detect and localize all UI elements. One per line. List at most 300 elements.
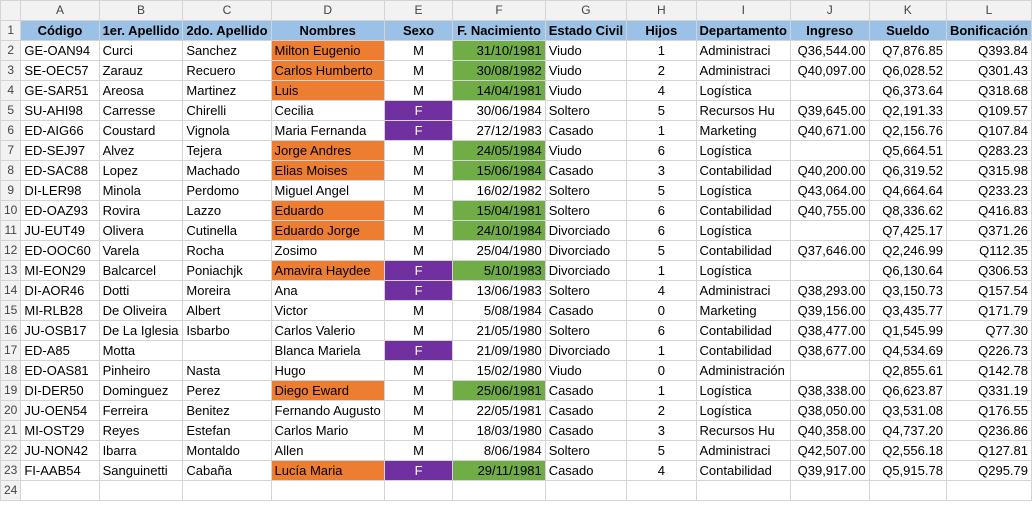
cell-g[interactable]: Casado <box>545 381 626 401</box>
cell-k[interactable]: Q6,130.64 <box>869 261 946 281</box>
cell-e[interactable]: F <box>384 281 453 301</box>
row-header[interactable]: 17 <box>1 341 21 361</box>
cell-h[interactable]: 3 <box>627 161 696 181</box>
cell-i[interactable]: Contabilidad <box>696 461 790 481</box>
cell-j[interactable] <box>790 81 869 101</box>
cell-i[interactable]: Contabilidad <box>696 341 790 361</box>
column-header-d[interactable]: D <box>271 1 384 21</box>
cell-j[interactable]: Q40,755.00 <box>790 201 869 221</box>
cell-e[interactable]: M <box>384 161 453 181</box>
header-cell[interactable]: Bonificación <box>946 21 1031 41</box>
cell-j[interactable] <box>790 221 869 241</box>
cell-i[interactable]: Administraci <box>696 281 790 301</box>
cell-j[interactable]: Q40,671.00 <box>790 121 869 141</box>
column-header-i[interactable]: I <box>696 1 790 21</box>
cell-l[interactable]: Q109.57 <box>946 101 1031 121</box>
cell-a[interactable]: ED-AIG66 <box>21 121 99 141</box>
cell-j[interactable]: Q40,358.00 <box>790 421 869 441</box>
cell-f[interactable]: 21/05/1980 <box>453 321 545 341</box>
cell-i[interactable]: Marketing <box>696 301 790 321</box>
cell-f[interactable]: 21/09/1980 <box>453 341 545 361</box>
cell-j[interactable]: Q38,338.00 <box>790 381 869 401</box>
cell-g[interactable]: Divorciado <box>545 241 626 261</box>
cell-c[interactable]: Albert <box>183 301 271 321</box>
cell-f[interactable]: 18/03/1980 <box>453 421 545 441</box>
cell-l[interactable]: Q142.78 <box>946 361 1031 381</box>
column-header-j[interactable]: J <box>790 1 869 21</box>
cell-f[interactable]: 24/10/1984 <box>453 221 545 241</box>
cell-i[interactable]: Logística <box>696 81 790 101</box>
cell-f[interactable]: 15/06/1984 <box>453 161 545 181</box>
cell-c[interactable]: Moreira <box>183 281 271 301</box>
cell-l[interactable]: Q301.43 <box>946 61 1031 81</box>
cell-i[interactable]: Administraci <box>696 61 790 81</box>
row-header[interactable]: 7 <box>1 141 21 161</box>
header-cell[interactable]: Departamento <box>696 21 790 41</box>
row-header[interactable]: 8 <box>1 161 21 181</box>
cell-a[interactable]: DI-AOR46 <box>21 281 99 301</box>
cell-i[interactable]: Contabilidad <box>696 321 790 341</box>
cell-b[interactable]: Minola <box>99 181 183 201</box>
cell-l[interactable]: Q315.98 <box>946 161 1031 181</box>
cell-d[interactable]: Milton Eugenio <box>271 41 384 61</box>
cell-j[interactable]: Q38,293.00 <box>790 281 869 301</box>
cell-k[interactable]: Q5,915.78 <box>869 461 946 481</box>
cell-i[interactable]: Contabilidad <box>696 161 790 181</box>
row-header[interactable]: 12 <box>1 241 21 261</box>
cell-h[interactable]: 6 <box>627 201 696 221</box>
cell-k[interactable]: Q6,028.52 <box>869 61 946 81</box>
cell-c[interactable]: Vignola <box>183 121 271 141</box>
cell-e[interactable]: F <box>384 121 453 141</box>
header-cell[interactable]: 2do. Apellido <box>183 21 271 41</box>
cell-b[interactable]: Ibarra <box>99 441 183 461</box>
cell-g[interactable]: Casado <box>545 121 626 141</box>
cell-i[interactable]: Contabilidad <box>696 241 790 261</box>
cell-l[interactable]: Q331.19 <box>946 381 1031 401</box>
column-header-a[interactable]: A <box>21 1 99 21</box>
cell-g[interactable]: Viudo <box>545 141 626 161</box>
cell-k[interactable]: Q6,623.87 <box>869 381 946 401</box>
cell-h[interactable]: 4 <box>627 81 696 101</box>
cell-j[interactable]: Q42,507.00 <box>790 441 869 461</box>
cell-k[interactable]: Q6,319.52 <box>869 161 946 181</box>
cell-e[interactable]: F <box>384 341 453 361</box>
cell-e[interactable]: M <box>384 321 453 341</box>
cell-h[interactable]: 5 <box>627 181 696 201</box>
row-header[interactable]: 20 <box>1 401 21 421</box>
cell-h[interactable]: 0 <box>627 361 696 381</box>
cell-k[interactable]: Q3,531.08 <box>869 401 946 421</box>
cell-g[interactable]: Soltero <box>545 201 626 221</box>
cell-f[interactable]: 22/05/1981 <box>453 401 545 421</box>
column-header-c[interactable]: C <box>183 1 271 21</box>
cell-a[interactable]: FI-AAB54 <box>21 461 99 481</box>
cell-d[interactable]: Maria Fernanda <box>271 121 384 141</box>
cell-c[interactable]: Benitez <box>183 401 271 421</box>
cell-h[interactable]: 0 <box>627 301 696 321</box>
cell-k[interactable]: Q3,435.77 <box>869 301 946 321</box>
cell-a[interactable]: DI-LER98 <box>21 181 99 201</box>
cell-f[interactable]: 8/06/1984 <box>453 441 545 461</box>
cell-h[interactable]: 6 <box>627 321 696 341</box>
cell-d[interactable]: Fernando Augusto <box>271 401 384 421</box>
cell-a[interactable]: GE-SAR51 <box>21 81 99 101</box>
cell-d[interactable]: Carlos Humberto <box>271 61 384 81</box>
cell-f[interactable]: 14/04/1981 <box>453 81 545 101</box>
cell-a[interactable]: ED-OAZ93 <box>21 201 99 221</box>
cell-k[interactable]: Q2,556.18 <box>869 441 946 461</box>
cell-f[interactable]: 5/08/1984 <box>453 301 545 321</box>
cell-a[interactable]: MI-OST29 <box>21 421 99 441</box>
cell-k[interactable]: Q2,191.33 <box>869 101 946 121</box>
cell-j[interactable]: Q38,050.00 <box>790 401 869 421</box>
cell-e[interactable]: M <box>384 301 453 321</box>
cell-l[interactable]: Q127.81 <box>946 441 1031 461</box>
cell-g[interactable]: Divorciado <box>545 261 626 281</box>
cell-b[interactable]: Lopez <box>99 161 183 181</box>
row-header[interactable]: 15 <box>1 301 21 321</box>
cell-g[interactable]: Soltero <box>545 441 626 461</box>
cell-b[interactable]: Motta <box>99 341 183 361</box>
row-header[interactable]: 19 <box>1 381 21 401</box>
cell-g[interactable]: Soltero <box>545 321 626 341</box>
cell-c[interactable]: Rocha <box>183 241 271 261</box>
cell-i[interactable]: Logística <box>696 381 790 401</box>
cell-l[interactable]: Q176.55 <box>946 401 1031 421</box>
cell-e[interactable]: M <box>384 381 453 401</box>
cell-a[interactable]: ED-SAC88 <box>21 161 99 181</box>
cell-j[interactable]: Q40,200.00 <box>790 161 869 181</box>
cell-d[interactable]: Eduardo Jorge <box>271 221 384 241</box>
cell-c[interactable]: Estefan <box>183 421 271 441</box>
cell-c[interactable]: Sanchez <box>183 41 271 61</box>
cell-g[interactable]: Soltero <box>545 281 626 301</box>
cell-a[interactable]: ED-OAS81 <box>21 361 99 381</box>
cell-e[interactable]: M <box>384 181 453 201</box>
header-cell[interactable]: Código <box>21 21 99 41</box>
cell-l[interactable]: Q107.84 <box>946 121 1031 141</box>
cell-h[interactable]: 6 <box>627 141 696 161</box>
row-header[interactable]: 23 <box>1 461 21 481</box>
cell-a[interactable]: ED-SEJ97 <box>21 141 99 161</box>
cell-j[interactable] <box>790 361 869 381</box>
cell-g[interactable]: Viudo <box>545 61 626 81</box>
cell-d[interactable]: Luis <box>271 81 384 101</box>
cell-c[interactable] <box>183 341 271 361</box>
cell-b[interactable]: Rovira <box>99 201 183 221</box>
cell-h[interactable]: 4 <box>627 281 696 301</box>
cell-h[interactable]: 5 <box>627 441 696 461</box>
cell-h[interactable]: 6 <box>627 221 696 241</box>
cell-c[interactable]: Recuero <box>183 61 271 81</box>
column-header-g[interactable]: G <box>545 1 626 21</box>
cell-f[interactable]: 31/10/1981 <box>453 41 545 61</box>
cell-e[interactable]: M <box>384 221 453 241</box>
cell-b[interactable]: Carresse <box>99 101 183 121</box>
cell-b[interactable]: Coustard <box>99 121 183 141</box>
cell-c[interactable]: Poniachjk <box>183 261 271 281</box>
cell-g[interactable]: Casado <box>545 401 626 421</box>
cell-c[interactable]: Isbarbo <box>183 321 271 341</box>
row-header[interactable]: 2 <box>1 41 21 61</box>
cell-a[interactable]: GE-OAN94 <box>21 41 99 61</box>
cell-g[interactable]: Soltero <box>545 181 626 201</box>
cell-k[interactable]: Q6,373.64 <box>869 81 946 101</box>
column-header-k[interactable]: K <box>869 1 946 21</box>
header-cell[interactable]: Sueldo <box>869 21 946 41</box>
cell-c[interactable]: Tejera <box>183 141 271 161</box>
cell-d[interactable]: Allen <box>271 441 384 461</box>
cell-a[interactable]: ED-OOC60 <box>21 241 99 261</box>
cell-l[interactable] <box>946 481 1031 501</box>
cell-f[interactable]: 30/06/1984 <box>453 101 545 121</box>
cell-c[interactable]: Martinez <box>183 81 271 101</box>
cell-k[interactable]: Q4,737.20 <box>869 421 946 441</box>
cell-c[interactable]: Perdomo <box>183 181 271 201</box>
cell-j[interactable] <box>790 481 869 501</box>
row-header[interactable]: 6 <box>1 121 21 141</box>
cell-c[interactable] <box>183 481 271 501</box>
row-header[interactable]: 18 <box>1 361 21 381</box>
cell-i[interactable]: Logística <box>696 401 790 421</box>
cell-e[interactable]: M <box>384 361 453 381</box>
cell-l[interactable]: Q157.54 <box>946 281 1031 301</box>
cell-b[interactable]: Reyes <box>99 421 183 441</box>
cell-a[interactable]: JU-EUT49 <box>21 221 99 241</box>
cell-b[interactable]: Zarauz <box>99 61 183 81</box>
cell-g[interactable]: Casado <box>545 421 626 441</box>
header-cell[interactable]: Ingreso <box>790 21 869 41</box>
column-header-b[interactable]: B <box>99 1 183 21</box>
row-header[interactable]: 16 <box>1 321 21 341</box>
cell-f[interactable]: 15/04/1981 <box>453 201 545 221</box>
cell-a[interactable]: MI-RLB28 <box>21 301 99 321</box>
cell-l[interactable]: Q318.68 <box>946 81 1031 101</box>
cell-a[interactable]: ED-A85 <box>21 341 99 361</box>
cell-c[interactable]: Nasta <box>183 361 271 381</box>
column-header-e[interactable]: E <box>384 1 453 21</box>
cell-j[interactable]: Q40,097.00 <box>790 61 869 81</box>
cell-l[interactable]: Q77.30 <box>946 321 1031 341</box>
cell-h[interactable]: 1 <box>627 261 696 281</box>
cell-f[interactable]: 15/02/1980 <box>453 361 545 381</box>
cell-d[interactable]: Lucía Maria <box>271 461 384 481</box>
cell-d[interactable] <box>271 481 384 501</box>
cell-f[interactable]: 25/06/1981 <box>453 381 545 401</box>
row-header[interactable]: 3 <box>1 61 21 81</box>
cell-b[interactable]: Olivera <box>99 221 183 241</box>
row-header[interactable]: 9 <box>1 181 21 201</box>
cell-d[interactable]: Amavira Haydee <box>271 261 384 281</box>
cell-c[interactable]: Perez <box>183 381 271 401</box>
cell-j[interactable]: Q37,646.00 <box>790 241 869 261</box>
cell-a[interactable]: JU-NON42 <box>21 441 99 461</box>
cell-e[interactable]: F <box>384 101 453 121</box>
cell-e[interactable]: F <box>384 461 453 481</box>
cell-e[interactable]: M <box>384 81 453 101</box>
cell-a[interactable]: MI-EON29 <box>21 261 99 281</box>
row-header[interactable]: 1 <box>1 21 21 41</box>
cell-d[interactable]: Hugo <box>271 361 384 381</box>
row-header[interactable]: 11 <box>1 221 21 241</box>
cell-b[interactable]: Ferreira <box>99 401 183 421</box>
cell-c[interactable]: Lazzo <box>183 201 271 221</box>
column-header-f[interactable]: F <box>453 1 545 21</box>
cell-c[interactable]: Machado <box>183 161 271 181</box>
cell-a[interactable]: JU-OEN54 <box>21 401 99 421</box>
cell-g[interactable] <box>545 481 626 501</box>
cell-h[interactable]: 5 <box>627 241 696 261</box>
cell-f[interactable]: 5/10/1983 <box>453 261 545 281</box>
header-cell[interactable]: F. Nacimiento <box>453 21 545 41</box>
cell-k[interactable]: Q4,534.69 <box>869 341 946 361</box>
cell-h[interactable]: 2 <box>627 61 696 81</box>
cell-i[interactable] <box>696 481 790 501</box>
cell-l[interactable]: Q306.53 <box>946 261 1031 281</box>
cell-i[interactable]: Logística <box>696 181 790 201</box>
cell-e[interactable]: M <box>384 241 453 261</box>
cell-l[interactable]: Q236.86 <box>946 421 1031 441</box>
cell-b[interactable]: Areosa <box>99 81 183 101</box>
cell-b[interactable]: Alvez <box>99 141 183 161</box>
header-cell[interactable]: Nombres <box>271 21 384 41</box>
cell-i[interactable]: Administraci <box>696 441 790 461</box>
cell-l[interactable]: Q371.26 <box>946 221 1031 241</box>
cell-b[interactable]: Sanguinetti <box>99 461 183 481</box>
cell-b[interactable]: De La Iglesia <box>99 321 183 341</box>
cell-h[interactable] <box>627 481 696 501</box>
cell-f[interactable]: 16/02/1982 <box>453 181 545 201</box>
row-header[interactable]: 10 <box>1 201 21 221</box>
row-header[interactable]: 14 <box>1 281 21 301</box>
cell-b[interactable]: Pinheiro <box>99 361 183 381</box>
cell-c[interactable]: Montaldo <box>183 441 271 461</box>
cell-k[interactable]: Q7,425.17 <box>869 221 946 241</box>
cell-l[interactable]: Q171.79 <box>946 301 1031 321</box>
cell-h[interactable]: 5 <box>627 101 696 121</box>
row-header[interactable]: 5 <box>1 101 21 121</box>
cell-i[interactable]: Logística <box>696 141 790 161</box>
cell-k[interactable] <box>869 481 946 501</box>
cell-f[interactable] <box>453 481 545 501</box>
cell-f[interactable]: 30/08/1982 <box>453 61 545 81</box>
row-header[interactable]: 24 <box>1 481 21 501</box>
header-cell[interactable]: 1er. Apellido <box>99 21 183 41</box>
cell-g[interactable]: Divorciado <box>545 341 626 361</box>
cell-b[interactable]: Varela <box>99 241 183 261</box>
cell-b[interactable]: Dotti <box>99 281 183 301</box>
cell-b[interactable]: Dominguez <box>99 381 183 401</box>
cell-d[interactable]: Jorge Andres <box>271 141 384 161</box>
cell-g[interactable]: Casado <box>545 301 626 321</box>
cell-f[interactable]: 25/04/1980 <box>453 241 545 261</box>
cell-d[interactable]: Victor <box>271 301 384 321</box>
cell-c[interactable]: Cabaña <box>183 461 271 481</box>
cell-i[interactable]: Marketing <box>696 121 790 141</box>
cell-e[interactable]: M <box>384 401 453 421</box>
cell-h[interactable]: 1 <box>627 381 696 401</box>
cell-k[interactable]: Q1,545.99 <box>869 321 946 341</box>
cell-e[interactable]: M <box>384 61 453 81</box>
cell-e[interactable]: F <box>384 261 453 281</box>
cell-e[interactable]: M <box>384 201 453 221</box>
cell-b[interactable] <box>99 481 183 501</box>
cell-i[interactable]: Administraci <box>696 41 790 61</box>
cell-g[interactable]: Casado <box>545 161 626 181</box>
cell-b[interactable]: De Oliveira <box>99 301 183 321</box>
cell-f[interactable]: 13/06/1983 <box>453 281 545 301</box>
cell-l[interactable]: Q416.83 <box>946 201 1031 221</box>
cell-h[interactable]: 1 <box>627 121 696 141</box>
header-cell[interactable]: Estado Civil <box>545 21 626 41</box>
cell-d[interactable]: Carlos Valerio <box>271 321 384 341</box>
header-cell[interactable]: Hijos <box>627 21 696 41</box>
cell-j[interactable]: Q39,156.00 <box>790 301 869 321</box>
cell-j[interactable] <box>790 261 869 281</box>
cell-h[interactable]: 2 <box>627 401 696 421</box>
cell-k[interactable]: Q5,664.51 <box>869 141 946 161</box>
cell-i[interactable]: Contabilidad <box>696 201 790 221</box>
cell-a[interactable] <box>21 481 99 501</box>
cell-k[interactable]: Q2,855.61 <box>869 361 946 381</box>
cell-l[interactable]: Q112.35 <box>946 241 1031 261</box>
row-header[interactable]: 4 <box>1 81 21 101</box>
cell-d[interactable]: Eduardo <box>271 201 384 221</box>
cell-f[interactable]: 24/05/1984 <box>453 141 545 161</box>
cell-l[interactable]: Q233.23 <box>946 181 1031 201</box>
cell-i[interactable]: Recursos Hu <box>696 101 790 121</box>
cell-j[interactable]: Q39,917.00 <box>790 461 869 481</box>
cell-k[interactable]: Q4,664.64 <box>869 181 946 201</box>
column-header-l[interactable]: L <box>946 1 1031 21</box>
cell-l[interactable]: Q226.73 <box>946 341 1031 361</box>
cell-j[interactable]: Q38,477.00 <box>790 321 869 341</box>
cell-h[interactable]: 1 <box>627 341 696 361</box>
cell-e[interactable] <box>384 481 453 501</box>
cell-d[interactable]: Ana <box>271 281 384 301</box>
cell-d[interactable]: Miguel Angel <box>271 181 384 201</box>
cell-a[interactable]: SU-AHI98 <box>21 101 99 121</box>
cell-l[interactable]: Q295.79 <box>946 461 1031 481</box>
cell-k[interactable]: Q2,156.76 <box>869 121 946 141</box>
cell-k[interactable]: Q3,150.73 <box>869 281 946 301</box>
cell-h[interactable]: 4 <box>627 461 696 481</box>
cell-k[interactable]: Q2,246.99 <box>869 241 946 261</box>
cell-g[interactable]: Casado <box>545 461 626 481</box>
row-header[interactable]: 13 <box>1 261 21 281</box>
column-header-h[interactable]: H <box>627 1 696 21</box>
cell-b[interactable]: Curci <box>99 41 183 61</box>
cell-i[interactable]: Recursos Hu <box>696 421 790 441</box>
cell-h[interactable]: 3 <box>627 421 696 441</box>
cell-b[interactable]: Balcarcel <box>99 261 183 281</box>
cell-c[interactable]: Cutinella <box>183 221 271 241</box>
cell-d[interactable]: Cecilia <box>271 101 384 121</box>
cell-g[interactable]: Viudo <box>545 81 626 101</box>
cell-h[interactable]: 1 <box>627 41 696 61</box>
cell-g[interactable]: Divorciado <box>545 221 626 241</box>
row-header[interactable]: 21 <box>1 421 21 441</box>
cell-c[interactable]: Chirelli <box>183 101 271 121</box>
cell-a[interactable]: SE-OEC57 <box>21 61 99 81</box>
cell-l[interactable]: Q283.23 <box>946 141 1031 161</box>
cell-d[interactable]: Diego Eward <box>271 381 384 401</box>
cell-i[interactable]: Logística <box>696 261 790 281</box>
cell-j[interactable]: Q36,544.00 <box>790 41 869 61</box>
cell-l[interactable]: Q393.84 <box>946 41 1031 61</box>
cell-g[interactable]: Soltero <box>545 101 626 121</box>
